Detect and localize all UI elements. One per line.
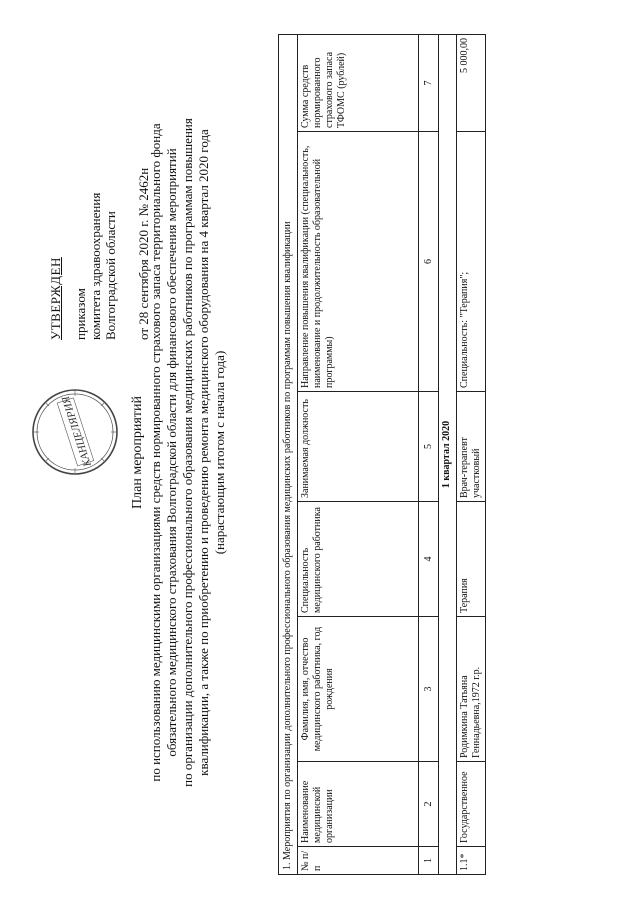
row-number: 1.1*	[457, 847, 486, 875]
column-header: Фамилия, имя, отчество медицинского работника, год рождения	[298, 617, 419, 762]
title-line: План мероприятий	[130, 396, 145, 509]
approval-line: комитета здравоохранения	[88, 192, 103, 340]
title-line: обязательного медицинского страхования Волгоградской области для финансового обеспечения мероприятий	[164, 148, 179, 757]
position-cell: Врач-терапевт участковый	[457, 392, 486, 502]
quarter-row	[439, 35, 457, 875]
table-row	[457, 35, 486, 875]
title-line: квалификации, а также по приобретению и проведению ремонта медицинского оборудования на 4 квартал 2020 года	[196, 129, 211, 776]
stamp-text: КАНЦЕЛЯРИЯ	[59, 394, 94, 469]
column-number: 3	[419, 617, 439, 762]
column-number: 6	[419, 132, 439, 392]
column-header: Занимаемая должность	[298, 392, 419, 502]
title-line: по организации дополнительного профессионального образования медицинских работников по программам повышения	[180, 118, 195, 787]
specialty-cell: Терапия	[457, 502, 486, 617]
document-title	[130, 40, 228, 865]
approval-line: приказом	[73, 288, 88, 340]
title-line: (нарастающим итогом с начала года)	[212, 350, 227, 555]
approval-heading: УТВЕРЖДЕН	[48, 257, 63, 340]
column-number: 4	[419, 502, 439, 617]
approval-order: от 28 сентября 2020 г. № 2462н	[136, 167, 151, 340]
column-number: 5	[419, 392, 439, 502]
section-heading: 1. Мероприятия по организации дополнительного профессионального образования медицинских работников по программам повышения квалификации	[279, 35, 298, 875]
column-number: 7	[419, 35, 439, 132]
quarter-label: 1 квартал 2020	[439, 35, 457, 875]
organization-cell: Государственное	[457, 762, 486, 847]
direction-cell: Специальность: "Терапия";	[457, 132, 486, 392]
column-header: Направление повышения квалификации (специальность, наименование и продолжительность образовательной программы)	[298, 132, 419, 392]
column-header: Специальность медицинского работника	[298, 502, 419, 617]
column-number: 2	[419, 762, 439, 847]
measures-table	[278, 34, 486, 875]
office-stamp	[30, 387, 120, 477]
column-header: № п/п	[298, 847, 419, 875]
column-number-row	[419, 35, 439, 875]
worker-name-cell: Родимкина Татьяна Геннадьевна,1972 г.р.	[457, 617, 486, 762]
table-header-row	[298, 35, 419, 875]
column-number: 1	[419, 847, 439, 875]
approval-line: Волгоградской области	[103, 211, 118, 340]
sum-cell: 5 000,00	[457, 35, 486, 132]
column-header: Наименование медицинской организации	[298, 762, 419, 847]
column-header: Сумма средств нормированного страхового запаса ТФОМС (рублей)	[298, 35, 419, 132]
title-line: по использованию медицинскими организациями средств нормированного страхового запаса территориального фонда	[148, 123, 163, 782]
